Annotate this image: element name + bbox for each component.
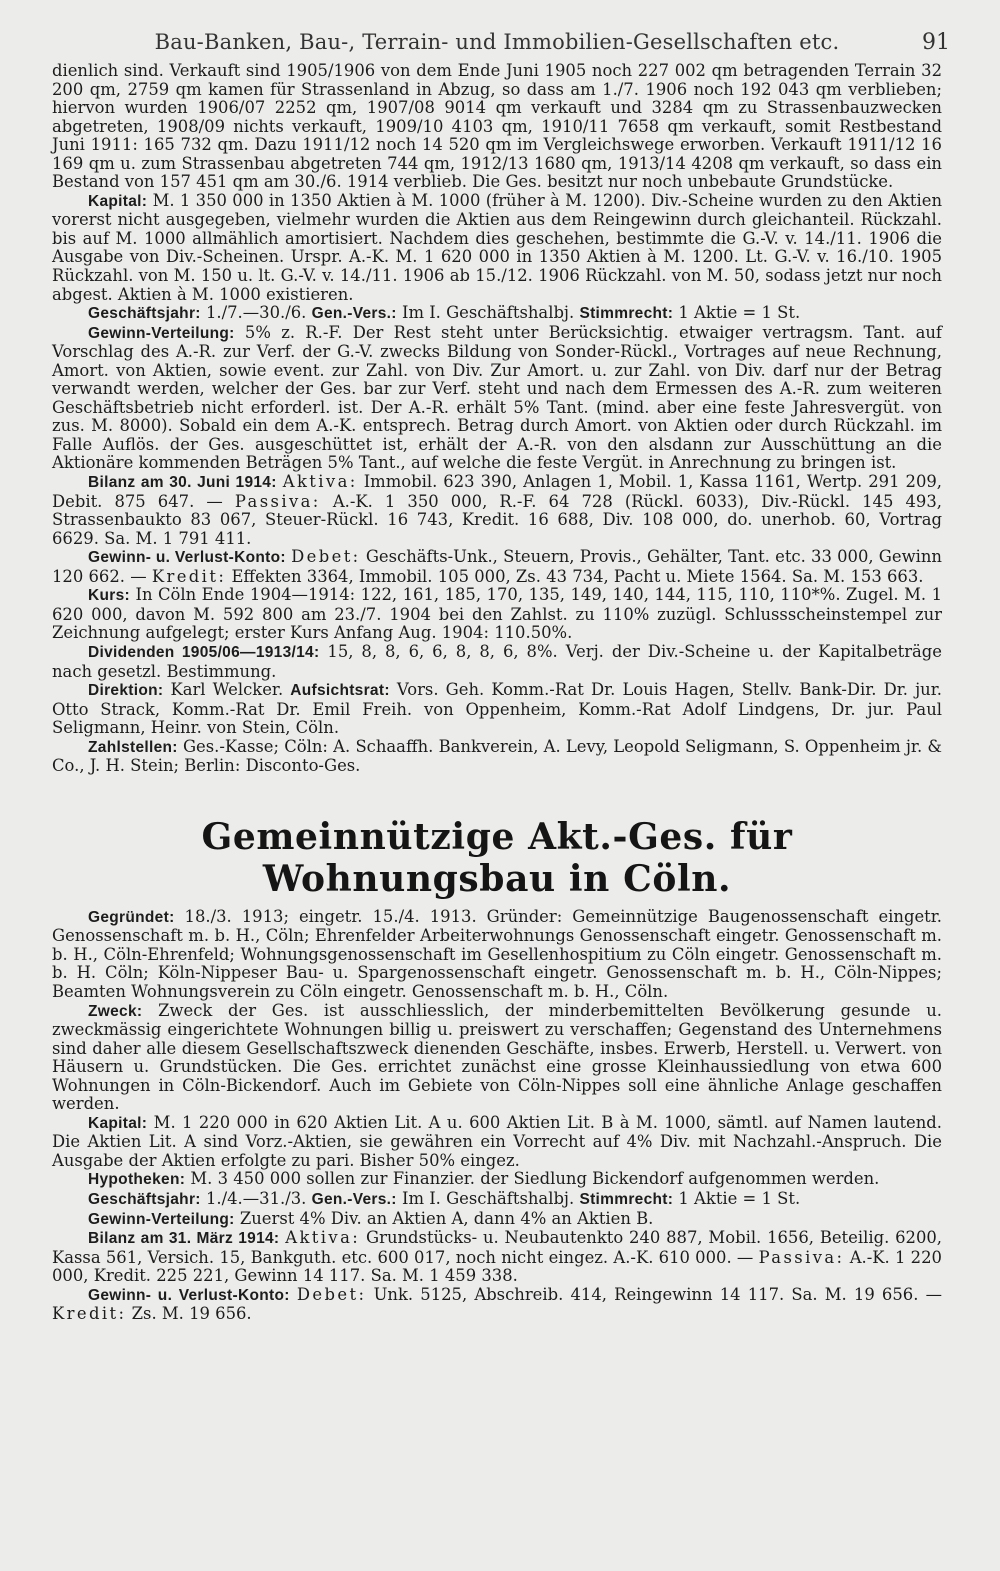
bilanz-label-2: Bilanz am 31. März 1914: [88,1230,280,1248]
dividenden-label: Dividenden 1905/06—1913/14: [88,643,320,661]
kapital-text-2: M. 1 220 000 in 620 Aktien Lit. A u. 600 Aktien Lit. B à M. 1000, sämtl. auf Namen lautend. Die Aktien Lit. A sind Vorz.-Aktien, sie gewähren ein Vorrecht auf 4% Div. mit Nachzahl.-Anspruch. Die Ausgabe der Aktien erfolgte zu pari. Bisher 50% eingez. [52,1112,942,1170]
guv-paragraph-2 [52,1286,942,1324]
intro-text: dienlich sind. Verkauft sind 1905/1906 von dem Ende Juni 1905 noch 227 002 qm betragenden Terrain 32 200 qm, 2759 qm kamen für Strassenland in Abzug, so dass am 1./7. 1906 noch 192 043 qm verblieben; hiervon wurden 1906/07 2252 qm, 1907/08 9014 qm verkauft und 3284 qm zu Strassenbauzwecken abgetreten, 1908/09 nichts verkauft, 1909/10 4103 qm, 1910/11 7658 qm verkauft, somit Restbestand Juni 1911: 165 732 qm. Dazu 1911/12 noch 14 520 qm im Vergleichswege erworben. Verkauft 1911/12 16 169 qm u. zum Strassenbau abgetreten 744 qm, 1912/13 1680 qm, 1913/14 4208 qm verkauft, so dass ein Bestand von 157 451 qm am 30./6. 1914 verblieb. Die Ges. besitzt nur noch unbebaute Grundstücke. [52,61,942,192]
geschaeftsjahr-paragraph [52,304,942,324]
gewinnverteilung-text-2: Zuerst 4% Div. an Aktien A, dann 4% an Aktien B. [239,1208,654,1228]
geschaeftsjahr-text: 1./7.—30./6. [205,303,307,323]
kredit-label: Kredit: [151,566,227,586]
aufsichtsrat-text: Vors. Geh. Komm.-Rat Dr. Louis Hagen, Stellv. Bank-Dir. Dr. jur. Otto Strack, Komm.-Rat Dr. Emil Freih. von Oppenheim, Komm.-Rat Adolf Lindgens, Dr. jur. Paul Seligmann, Heinr. von Stein, Cöln. [52,680,942,738]
kapital-paragraph-2 [52,1114,942,1171]
genvers-text: Im I. Geschäftshalbj. [401,303,575,323]
passiva-label-2: Passiva: [758,1247,845,1267]
zahlstellen-text: Ges.-Kasse; Cöln: A. Schaaffh. Bankverein, A. Levy, Leopold Seligmann, S. Oppenheim jr. & Co., J. H. Stein; Berlin: Disconto-Ges. [52,736,942,776]
debet-text-2: Unk. 5125, Abschreib. 414, Reingewinn 14 117. Sa. M. 19 656. — [373,1284,942,1304]
direktion-label: Direktion: [88,682,164,700]
intro-paragraph [52,62,942,192]
kapital-paragraph [52,192,942,304]
hypotheken-text: M. 3 450 000 sollen zur Finanzier. der Siedlung Bickendorf aufgenommen werden. [190,1169,880,1189]
running-header [52,18,950,62]
gewinnverteilung-label-2: Gewinn-Verteilung: [88,1210,235,1228]
company-heading: Gemeinnützige Akt.-Ges. für Wohnungsbau in Cöln. [201,815,793,900]
kapital-label: Kapital: [88,192,148,210]
aktiva-text-2: Grundstücks- u. Neubautenkto 240 887, Mobil. 1656, Beteilig. 6200, Kassa 561, Versich. 15, Bankguth. etc. 600 017, noch nicht eingez. A.-K. 610 000. — [52,1228,943,1267]
aktiva-text: Immobil. 623 390, Anlagen 1, Mobil. 1, Kassa 1161, Wertp. 291 209, Debit. 875 647. — [52,472,943,511]
geschaeftsjahr-text-2: 1./4.—31./3. [205,1188,307,1208]
kurs-text: In Cöln Ende 1904—1914: 122, 161, 185, 170, 135, 149, 140, 144, 115, 110, 110*%. Zugel. M. 1 620 000, davon M. 592 800 am 23./7. 1904 bei den Zahlst. zu 110% zuzügl. Schlussscheinstempel zur Zeichnung aufgelegt; erster Kurs Anfang Aug. 1904: 110.50%. [52,585,942,643]
zahlstellen-label: Zahlstellen: [88,738,178,756]
kurs-label: Kurs: [88,587,130,605]
direktion-paragraph [52,681,942,738]
kredit-text: Effekten 3364, Immobil. 105 000, Zs. 43 734, Pacht u. Miete 1564. Sa. M. 153 663. [231,566,924,586]
stimmrecht-text-2: 1 Aktie = 1 St. [678,1188,801,1208]
genvers-label-2: Gen.-Vers.: [311,1190,397,1208]
guv-label-2: Gewinn- u. Verlust-Konto: [88,1286,290,1304]
aufsichtsrat-label: Aufsichtsrat: [290,682,390,700]
gegruendet-label: Gegründet: [88,908,175,926]
hypotheken-label: Hypotheken: [88,1171,186,1189]
direktion-text: Karl Welcker. [170,680,284,700]
zweck-label: Zweck: [88,1002,143,1020]
dividenden-paragraph [52,643,942,681]
bilanz-paragraph-2 [52,1229,942,1286]
page-number: 91 [922,30,950,55]
passiva-text: A.-K. 1 350 000, R.-F. 64 728 (Rückl. 6033), Div.-Rückl. 145 493, Strassenbaukto 83 067, Steuer-Rückl. 16 743, Kredit. 16 688, Div. 108 000, do. unerhob. 60, Vortrag 6629. Sa. M. 1 791 411. [52,491,942,548]
kredit-text-2: Zs. M. 19 656. [131,1304,252,1324]
passiva-label: Passiva: [234,491,321,511]
stimmrecht-text: 1 Aktie = 1 St. [678,303,801,323]
kapital-label-2: Kapital: [88,1114,148,1132]
stimmrecht-label: Stimmrecht: [579,305,674,323]
passiva-text-2: A.-K. 1 220 000, Kredit. 225 221, Gewinn 14 117. Sa. M. 1 459 338. [52,1247,942,1286]
geschaeftsjahr-paragraph-2 [52,1190,942,1210]
genvers-text-2: Im I. Geschäftshalbj. [401,1188,575,1208]
gewinnverteilung-text: 5% z. R.-F. Der Rest steht unter Berücksichtig. etwaiger vertragsm. Tant. auf Vorschlag des A.-R. zur Verf. der G.-V. zwecks Bildung von Sonder-Rückl., Vortrages auf neue Rechnung, Amort. von Aktien, sowie event. zur Zahl. von Div. Zur Amort. u. zur Zahl. von Div. darf nur der Betrag verwandt werden, welcher der Ges. bar zur Verf. steht und nach dem Ermessen des A.-R. zum weiteren Geschäftsbetrieb nicht erforderl. ist. Der A.-R. erhält 5% Tant. (mind. aber eine feste Jahresvergüt. von zus. M. 8000). Sobald ein dem A.-K. entsprech. Betrag durch Amort. von Aktien oder durch Rückzahl. im Falle Auflös. der Ges. ausgeschüttet ist, erhält der A.-R. von den alsdann zur Ausschüttung an die Aktionäre kommenden Beträgen 5% Tant., auf welche die feste Vergüt. in Anrechnung zu bringen ist. [52,322,942,473]
zahlstellen-paragraph [52,738,942,776]
zweck-text: Zweck der Ges. ist ausschliesslich, der minderbemittelten Bevölkerung gesunde u. zweckmässig eingerichtete Wohnungen billig u. preiswert zu verschaffen; Gegenstand des Unternehmens sind daher alle diesem Gesellschaftszweck dienenden Geschäfte, insbes. Erwerb, Herstell. u. Verwert. von Häusern u. Grundstücken. Die Ges. errichtet zunächst eine grosse Kleinhaussiedlung von etwa 600 Wohnungen in Cöln-Bickendorf. Auch im Gebiete von Cöln-Nippes soll eine ähnliche Anlage geschaffen werden. [52,1000,942,1114]
kredit-label-2: Kredit: [52,1304,127,1324]
header-title: Bau-Banken, Bau-, Terrain- und Immobilien-Gesellschaften etc. [154,30,840,54]
debet-label-2: Debet: [296,1284,367,1304]
bilanz-paragraph [52,473,942,548]
kapital-text: M. 1 350 000 in 1350 Aktien à M. 1000 (früher à M. 1200). Div.-Scheine wurden zu den Aktien vorerst nicht ausgegeben, vielmehr wurden die Aktien aus dem Reingewinn durch gleichanteil. Rückzahl. bis auf M. 1000 allmählich amortisiert. Nachdem dies geschehen, bestimmte die G.-V. v. 14./11. 1906 die Ausgabe von Div.-Scheinen. Urspr. A.-K. M. 1 620 000 in 1350 Aktien à M. 1200. Lt. G.-V. v. 16./10. 1905 Rückzahl. von M. 150 u. lt. G.-V. v. 14./11. 1906 ab 15./12. 1906 Rückzahl. von M. 50, sodass jetzt nur noch abgest. Aktien à M. 1000 existieren. [52,190,942,304]
gewinnverteilung-paragraph-2 [52,1210,942,1230]
gegruendet-text: 18./3. 1913; eingetr. 15./4. 1913. Gründer: Gemeinnützige Baugenossenschaft eingetr. Genossenschaft m. b. H., Cöln; Ehrenfelder Arbeiterwohnungs Genossenschaft eingetr. Genossenschaft m. b. H., Cöln-Ehrenfeld; Wohnungsgenossenschaft im Gesellenhospitium zu Cöln eingetr. Genossenschaft m. b. H. Cöln; Köln-Nippeser Bau- u. Spargenossenschaft eingetr. Genossenschaft m. b. H., Cöln-Nippes; Beamten Wohnungsverein zu Cöln eingetr. Genossenschaft m. b. H., Cöln. [52,906,942,1001]
gewinnverteilung-label: Gewinn-Verteilung: [88,324,235,342]
guv-paragraph [52,548,942,586]
dividenden-text: 15, 8, 8, 6, 6, 8, 8, 6, 8%. Verj. der Div.-Scheine u. der Kapitalbeträge nach gesetzl. Bestimmung. [52,641,943,681]
section-wohnungsbau [52,908,942,1324]
section-bau-terrain [52,62,942,776]
aktiva-label-2: Aktiva: [285,1228,361,1248]
gewinnverteilung-paragraph [52,324,942,473]
kurs-paragraph [52,586,942,643]
geschaeftsjahr-label-2: Geschäftsjahr: [88,1190,201,1208]
guv-label: Gewinn- u. Verlust-Konto: [88,549,286,567]
geschaeftsjahr-label: Geschäftsjahr: [88,305,201,323]
debet-label: Debet: [291,547,361,567]
hypotheken-paragraph [52,1170,942,1190]
debet-text: Geschäfts-Unk., Steuern, Provis., Gehälter, Tant. etc. 33 000, Gewinn 120 662. — [52,547,942,586]
genvers-label: Gen.-Vers.: [311,305,397,323]
bilanz-label: Bilanz am 30. Juni 1914: [88,474,277,492]
zweck-paragraph [52,1002,942,1114]
gegruendet-paragraph [52,908,942,1002]
aktiva-label: Aktiva: [282,472,358,492]
stimmrecht-label-2: Stimmrecht: [579,1190,674,1208]
